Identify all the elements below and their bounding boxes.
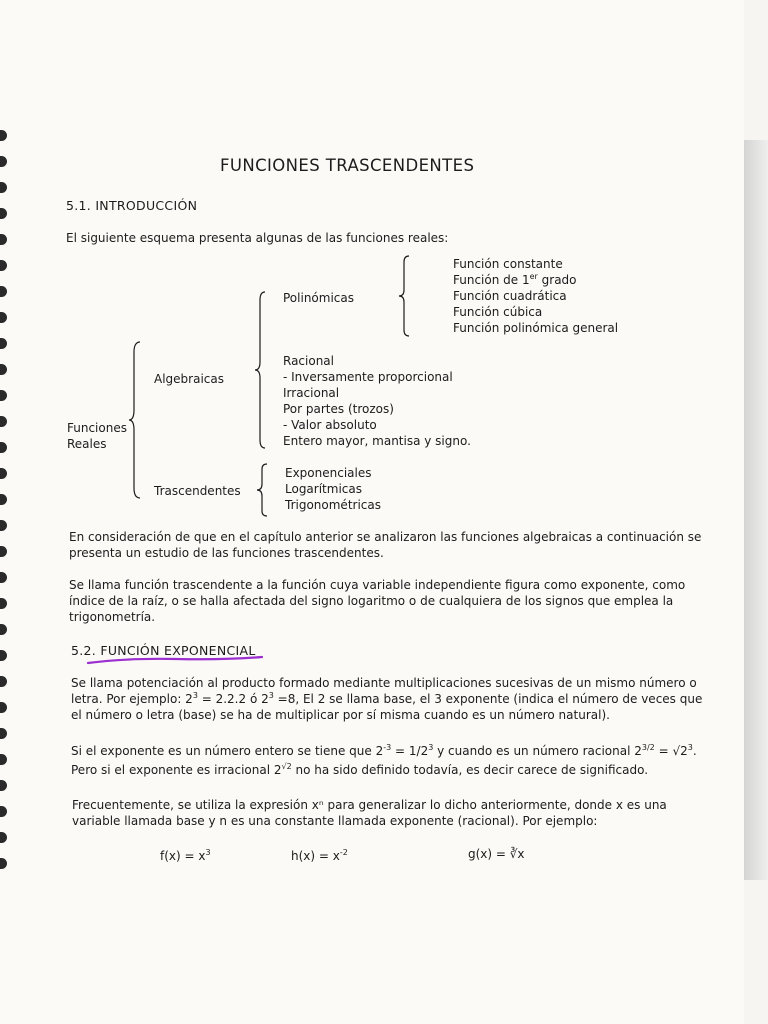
scheme-root-line2: Reales <box>67 437 107 451</box>
algebraic-item: Irracional <box>283 386 340 400</box>
scheme-algebraicas: Algebraicas <box>154 372 224 386</box>
brace-trascendentes <box>256 462 270 518</box>
exp-paragraph-line: Pero si el exponente es irracional $2^{√2}$ no ha sido definido todavía, es decir carece de significado. <box>71 762 649 777</box>
scheme-trascendentes: Trascendentes <box>154 484 241 498</box>
example-f: $f(x) = x^3$ <box>160 848 211 863</box>
scheme-root-line1: Funciones <box>67 421 127 435</box>
section-heading-introduccion: 5.1. INTRODUCCIÓN <box>66 198 198 213</box>
polynomial-item: Función de 1er grado <box>453 272 577 287</box>
spiral-binding <box>0 130 12 890</box>
algebraic-item: Racional <box>283 354 334 368</box>
transcendental-item: Trigonométricas <box>285 498 381 512</box>
brace-funciones-reales <box>128 340 144 500</box>
scheme-intro: El siguiente esquema presenta algunas de las funciones reales: <box>66 231 449 245</box>
exp-paragraph-line: Si el exponente es un número entero se tiene que $2^{-3} = 1/2^3$ y cuando es un número racional $2^{3/2} = √2^3$. <box>71 743 697 758</box>
brace-algebraicas <box>254 290 268 450</box>
transcendental-item: Exponenciales <box>285 466 372 480</box>
section-heading-funcion-exponencial: 5.2. FUNCIÓN EXPONENCIAL <box>71 643 256 658</box>
paragraph-consideracion: En consideración de que en el capítulo anterior se analizaron las funciones algebraicas a continuación se presenta un estudio de las funciones trascendentes. <box>69 530 702 560</box>
algebraic-item: - Inversamente proporcional <box>283 370 453 384</box>
example-g: g(x) = ∛x <box>468 847 525 861</box>
brace-polinomicas <box>398 254 412 338</box>
example-h: $h(x) = x^{-2}$ <box>291 848 348 863</box>
exp-paragraph-line: Frecuentemente, se utiliza la expresión xⁿ para generalizar lo dicho anteriormente, donde x es una <box>72 798 667 812</box>
algebraic-item: Entero mayor, mantisa y signo. <box>283 434 471 448</box>
page-title: FUNCIONES TRASCENDENTES <box>220 156 475 175</box>
scheme-polinomicas: Polinómicas <box>283 291 354 305</box>
polynomial-item: Función polinómica general <box>453 321 619 335</box>
exp-paragraph-line: variable llamada base y n es una constante llamada exponente (racional). Por ejemplo: <box>72 814 598 828</box>
transcendental-item: Logarítmicas <box>285 482 362 496</box>
exp-paragraph-line: letra. Por ejemplo: $2^3 = 2.2.2$ ó $2^3 =8$, El 2 se llama base, el 3 exponente (indica el número de veces que <box>71 691 703 706</box>
algebraic-item: Por partes (trozos) <box>283 402 394 416</box>
polynomial-item: Función cúbica <box>453 305 543 319</box>
exp-paragraph-line: Se llama potenciación al producto formado mediante multiplicaciones sucesivas de un mismo número o <box>71 676 697 690</box>
polynomial-item: Función constante <box>453 257 563 271</box>
exp-paragraph-line: el número o letra (base) se ha de multiplicar por sí misma cuando es un número natural). <box>71 708 610 722</box>
page-edge-shadow <box>744 140 768 880</box>
polynomial-item: Función cuadrática <box>453 289 567 303</box>
paragraph-definicion-trascendente: Se llama función trascendente a la función cuya variable independiente figura como exponente, como índice de la raíz, o se halla afectada del signo logaritmo o de cualquiera de los signos que emplea la trigonometría. <box>69 578 686 624</box>
algebraic-item: - Valor absoluto <box>283 418 377 432</box>
highlighter-underline <box>86 652 266 668</box>
